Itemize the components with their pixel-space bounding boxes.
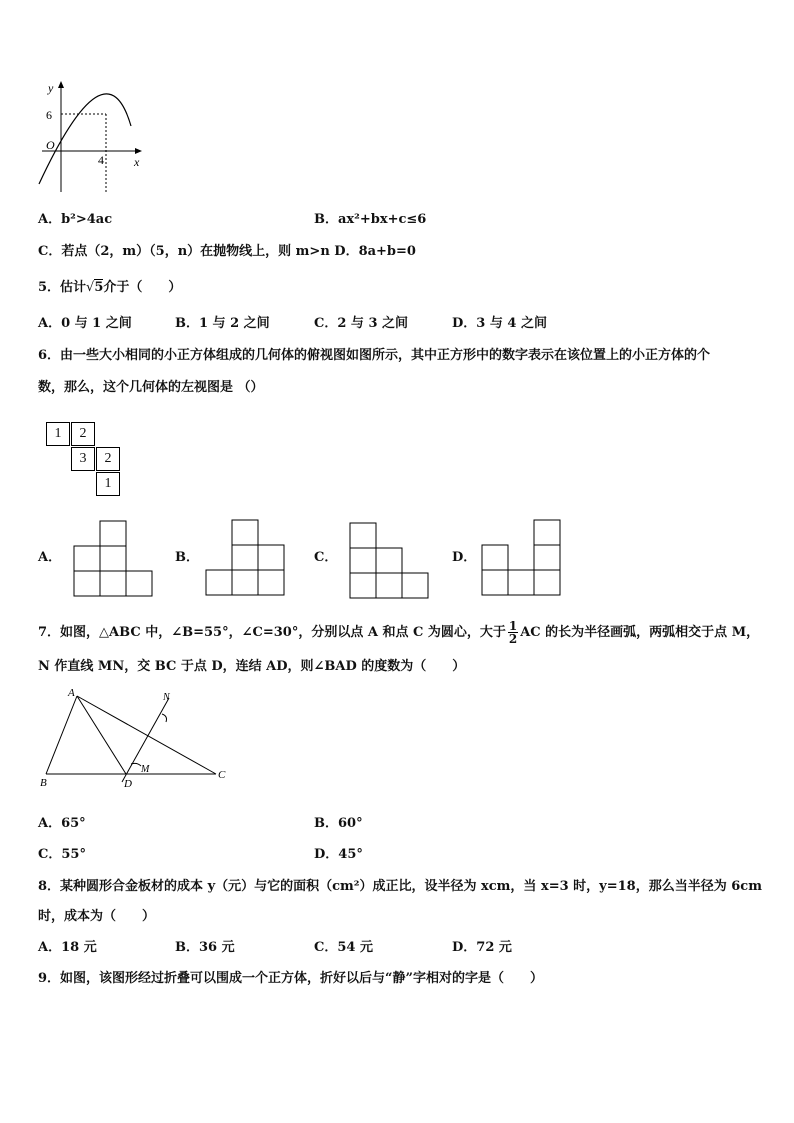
x-tick-label: 4 bbox=[98, 153, 104, 167]
label-d: D bbox=[124, 778, 132, 790]
q9-stem: 9．如图，该图形经过折叠可以围成一个正方体，折好以后与“静”字相对的字是（ ） bbox=[38, 971, 544, 986]
y-tick-label: 6 bbox=[46, 108, 52, 122]
fraction-denominator: 2 bbox=[508, 632, 518, 646]
q7-stem-l1-post: AC 的长为半径画弧，两弧相交于点 M， bbox=[520, 625, 760, 640]
q6-option-b-figure[interactable] bbox=[204, 519, 286, 597]
top-view-cell: 2 bbox=[96, 447, 120, 471]
q8-stem-line2: 时，成本为（ ） bbox=[38, 909, 156, 924]
q7-option-b[interactable]: B．60° bbox=[314, 816, 363, 831]
q7-option-a[interactable]: A．65° bbox=[38, 816, 86, 831]
q6-option-c-label[interactable]: C． bbox=[314, 550, 338, 565]
label-n: N bbox=[163, 692, 170, 703]
q8-option-a[interactable]: A．18 元 bbox=[38, 940, 97, 955]
q7-stem-line2: N 作直线 MN，交 BC 于点 D，连结 AD，则∠BAD 的度数为（ ） bbox=[38, 659, 466, 674]
triangle-figure bbox=[36, 684, 232, 792]
label-b: B bbox=[40, 777, 47, 789]
parabola-graph bbox=[34, 78, 146, 194]
q5-stem bbox=[38, 276, 181, 295]
y-axis-arrow bbox=[58, 81, 64, 88]
q6-option-d-label[interactable]: D． bbox=[452, 550, 477, 565]
q6-stem-line1: 6．由一些大小相同的小正方体组成的几何体的俯视图如图所示，其中正方形中的数字表示在该位置上的小正方体的个 bbox=[38, 348, 711, 363]
q5-option-c[interactable]: C．2 与 3 之间 bbox=[314, 316, 409, 331]
q4-option-b[interactable]: B．ax²+bx+c≤6 bbox=[314, 212, 427, 227]
top-view-cell: 3 bbox=[71, 447, 95, 471]
q8-stem-line1: 8．某种圆形合金板材的成本 y（元）与它的面积（cm²）成正比，设半径为 xcm，当 x=3 时，y=18，那么当半径为 6cm bbox=[38, 879, 762, 894]
top-view-cell: 1 bbox=[96, 472, 120, 496]
q6-option-b-label[interactable]: B． bbox=[175, 550, 199, 565]
origin-label: O bbox=[46, 138, 55, 152]
top-view-cell: 2 bbox=[71, 422, 95, 446]
label-a: A bbox=[68, 687, 75, 699]
q6-option-d-figure[interactable] bbox=[480, 519, 562, 597]
segment-ad bbox=[77, 696, 126, 774]
label-m: M bbox=[141, 764, 150, 775]
y-axis-label: y bbox=[48, 81, 54, 95]
q4-option-a[interactable]: A．b²>4ac bbox=[38, 212, 113, 227]
q8-option-b[interactable]: B．36 元 bbox=[175, 940, 235, 955]
q5-stem-post: 介于（ ） bbox=[103, 280, 182, 295]
half-fraction bbox=[508, 620, 518, 645]
top-view-cell: 1 bbox=[46, 422, 70, 446]
q5-option-a[interactable]: A．0 与 1 之间 bbox=[38, 316, 132, 331]
q5-radicand: 5 bbox=[94, 280, 104, 295]
q7-stem-line1 bbox=[38, 620, 759, 645]
q6-option-a-figure[interactable] bbox=[72, 520, 154, 598]
fraction-numerator: 1 bbox=[508, 619, 518, 633]
side-ab bbox=[46, 696, 77, 774]
q8-option-c[interactable]: C．54 元 bbox=[314, 940, 373, 955]
label-c: C bbox=[218, 769, 226, 781]
q7-option-d[interactable]: D．45° bbox=[314, 847, 363, 862]
q4-option-cd[interactable]: C．若点（2，m）（5，n）在抛物线上，则 m>n D．8a+b=0 bbox=[38, 244, 416, 259]
q5-option-d[interactable]: D．3 与 4 之间 bbox=[452, 316, 547, 331]
q8-option-d[interactable]: D．72 元 bbox=[452, 940, 512, 955]
q5-stem-pre: 5．估计 bbox=[38, 280, 87, 295]
q7-option-c[interactable]: C．55° bbox=[38, 847, 86, 862]
side-ac bbox=[77, 696, 216, 774]
q5-option-b[interactable]: B．1 与 2 之间 bbox=[175, 316, 270, 331]
x-axis-arrow bbox=[135, 148, 142, 154]
top-view-grid bbox=[46, 422, 126, 498]
q6-stem-line2: 数，那么，这个几何体的左视图是 （） bbox=[38, 380, 264, 395]
q6-option-c-figure[interactable] bbox=[348, 522, 430, 600]
x-axis-label: x bbox=[134, 155, 140, 169]
arc-mark-m bbox=[131, 763, 141, 766]
sqrt-symbol: √ bbox=[86, 280, 95, 295]
q7-stem-l1-pre: 7．如图，△ABC 中，∠B=55°，∠C=30°，分别以点 A 和点 C 为圆心，大于 bbox=[38, 625, 506, 640]
q6-option-a-label[interactable]: A． bbox=[38, 550, 62, 565]
arc-mark-n bbox=[162, 714, 167, 722]
